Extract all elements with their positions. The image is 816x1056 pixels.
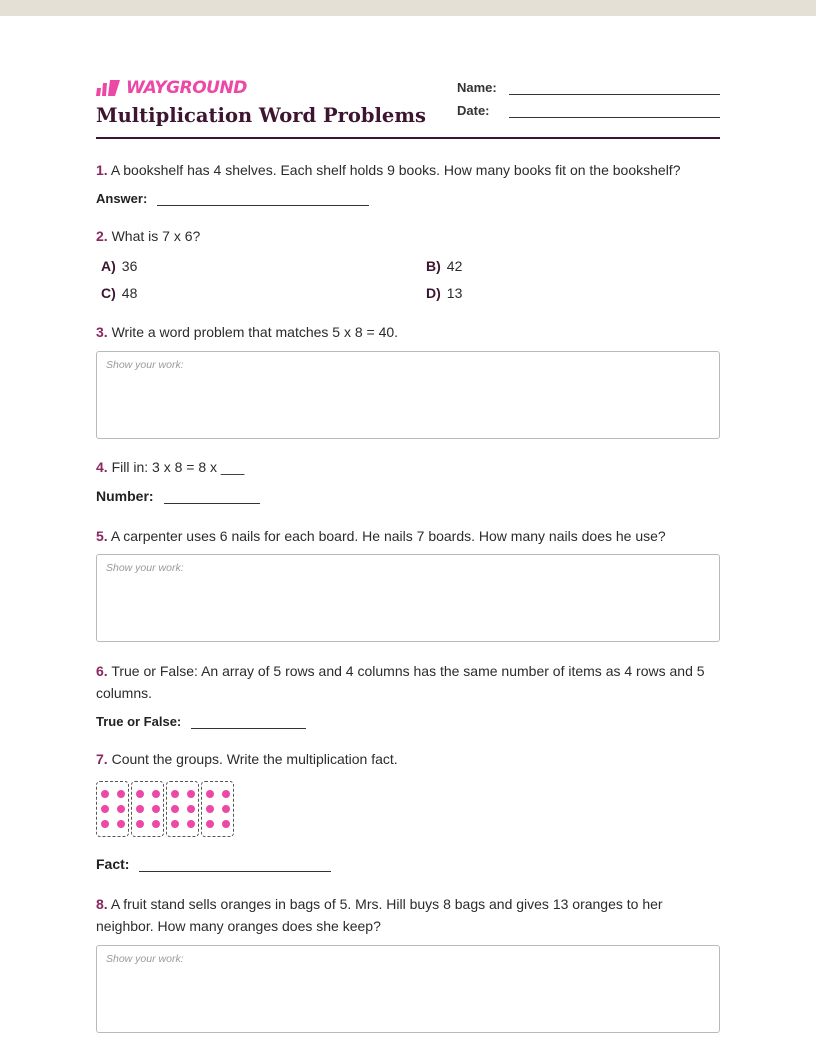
- q3-work-box[interactable]: [96, 351, 720, 439]
- dot: [187, 790, 195, 798]
- dot: [136, 790, 144, 798]
- dot: [187, 820, 195, 828]
- answer-line[interactable]: [191, 713, 306, 729]
- choice-letter: B): [426, 258, 441, 274]
- dot: [206, 820, 214, 828]
- dot-group: [166, 781, 199, 837]
- question-number: 1.: [96, 162, 108, 178]
- choice-letter: A): [101, 258, 116, 274]
- answer-line[interactable]: [139, 856, 331, 872]
- question-7: [96, 748, 720, 770]
- dot: [171, 790, 179, 798]
- answer-label: Answer:: [96, 191, 148, 206]
- question-2: [96, 225, 720, 247]
- choice-letter: C): [101, 285, 116, 301]
- dot: [152, 790, 160, 798]
- question-number: 6.: [96, 663, 108, 679]
- choice-value: 13: [446, 285, 463, 301]
- choice-value: 48: [121, 285, 138, 301]
- question-text: A carpenter uses 6 nails for each board. He nails 7 boards. How many nails does he use?: [110, 528, 666, 544]
- dot: [171, 805, 179, 813]
- name-label: Name:: [457, 80, 497, 95]
- answer-line[interactable]: [164, 488, 260, 504]
- question-6: [96, 660, 720, 704]
- question-text: True or False: An array of 5 rows and 4 columns has the same number of items as 4 rows and 5 columns.: [96, 663, 705, 701]
- choice-b[interactable]: [421, 258, 462, 274]
- dot: [136, 820, 144, 828]
- question-text: A bookshelf has 4 shelves. Each shelf holds 9 books. How many books fit on the bookshelf?: [110, 162, 681, 178]
- choice-value: 36: [121, 258, 138, 274]
- date-field[interactable]: [457, 100, 720, 118]
- date-line[interactable]: [509, 104, 720, 118]
- dot-group: [131, 781, 164, 837]
- question-text: Fill in: 3 x 8 = 8 x ___: [111, 459, 245, 475]
- q1-answer-field[interactable]: [96, 190, 369, 206]
- question-1: [96, 159, 720, 181]
- name-line[interactable]: [509, 81, 720, 95]
- q6-answer-field[interactable]: [96, 713, 306, 729]
- question-5: [96, 525, 720, 547]
- dot: [171, 820, 179, 828]
- wayground-logo-icon: [96, 79, 120, 97]
- question-number: 7.: [96, 751, 108, 767]
- choice-d[interactable]: [421, 285, 462, 301]
- dot: [222, 790, 230, 798]
- question-3: [96, 321, 720, 343]
- page-title: Multiplication Word Problems: [96, 104, 426, 127]
- date-label: Date:: [457, 103, 490, 118]
- choice-a[interactable]: [96, 258, 137, 274]
- dot: [101, 790, 109, 798]
- question-8: [96, 893, 720, 937]
- question-text: A fruit stand sells oranges in bags of 5. Mrs. Hill buys 8 bags and gives 13 oranges to her neighbor. How many oranges does she keep?: [96, 896, 663, 934]
- answer-line[interactable]: [157, 190, 369, 206]
- dot: [136, 805, 144, 813]
- dot-group: [201, 781, 234, 837]
- dot: [222, 820, 230, 828]
- question-text: Count the groups. Write the multiplication fact.: [111, 751, 398, 767]
- question-number: 4.: [96, 459, 108, 475]
- q4-answer-field[interactable]: [96, 488, 260, 504]
- dot: [206, 790, 214, 798]
- question-number: 8.: [96, 896, 108, 912]
- dot: [101, 805, 109, 813]
- q8-work-box[interactable]: [96, 945, 720, 1033]
- dot: [222, 805, 230, 813]
- dot: [117, 790, 125, 798]
- dot-group: [96, 781, 129, 837]
- dot-groups: [96, 781, 234, 837]
- header-divider: [96, 137, 720, 139]
- question-4: [96, 456, 720, 478]
- answer-label: Number:: [96, 488, 154, 504]
- dot: [101, 820, 109, 828]
- brand-logo: [96, 78, 247, 98]
- question-number: 3.: [96, 324, 108, 340]
- choice-letter: D): [426, 285, 441, 301]
- choice-value: 42: [446, 258, 463, 274]
- dot: [152, 820, 160, 828]
- q5-work-box[interactable]: [96, 554, 720, 642]
- question-text: Write a word problem that matches 5 x 8 = 40.: [111, 324, 399, 340]
- dot: [117, 805, 125, 813]
- question-number: 5.: [96, 528, 108, 544]
- answer-label: True or False:: [96, 714, 182, 729]
- brand-name: WAYGROUND: [126, 78, 247, 98]
- work-placeholder: Show your work:: [106, 953, 184, 965]
- question-number: 2.: [96, 228, 108, 244]
- work-placeholder: Show your work:: [106, 562, 184, 574]
- name-field[interactable]: [457, 77, 720, 95]
- choice-c[interactable]: [96, 285, 137, 301]
- top-bar: [0, 0, 816, 16]
- question-text: What is 7 x 6?: [111, 228, 201, 244]
- answer-label: Fact:: [96, 856, 130, 872]
- dot: [152, 805, 160, 813]
- dot: [117, 820, 125, 828]
- dot: [187, 805, 195, 813]
- q7-answer-field[interactable]: [96, 856, 331, 872]
- dot: [206, 805, 214, 813]
- work-placeholder: Show your work:: [106, 359, 184, 371]
